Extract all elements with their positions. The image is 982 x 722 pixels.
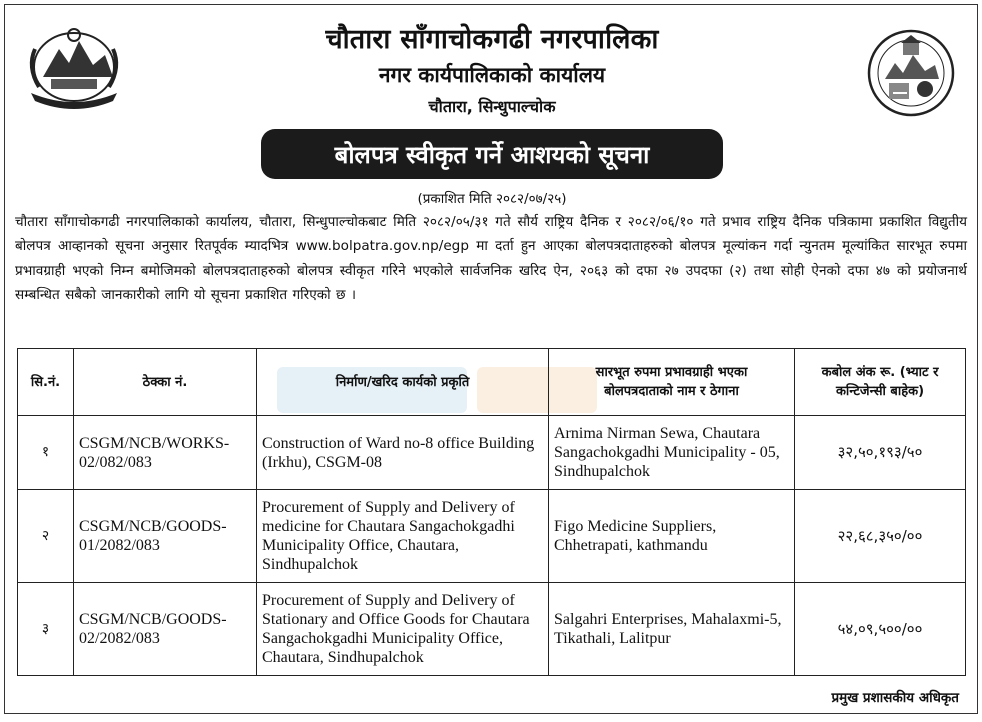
row-contract-no: CSGM/NCB/GOODS-01/2082/083 bbox=[74, 490, 257, 583]
header-bidder-line2: बोलपत्रदाताको नाम र ठेगाना bbox=[604, 384, 739, 399]
signatory-title: प्रमुख प्रशासकीय अधिकृत bbox=[831, 690, 959, 706]
header-amount bbox=[795, 349, 966, 416]
row-contract-no: CSGM/NCB/WORKS-02/082/083 bbox=[74, 416, 257, 490]
notice-heading: बोलपत्र स्वीकृत गर्ने आशयको सूचना bbox=[261, 129, 723, 179]
notice-page bbox=[4, 4, 978, 714]
row-amount: २२,६८,३५०/०० bbox=[795, 490, 966, 583]
row-bidder: Figo Medicine Suppliers, Chhetrapati, kathmandu bbox=[549, 490, 795, 583]
office-subtitle: नगर कार्यपालिकाको कार्यालय bbox=[378, 63, 606, 87]
row-amount: ३२,५०,१९३/५० bbox=[795, 416, 966, 490]
header-bidder bbox=[549, 349, 795, 416]
header-bidder-line1: सारभूत रुपमा प्रभावग्राही भएका bbox=[595, 365, 748, 380]
row-sn: १ bbox=[18, 416, 74, 490]
award-table bbox=[17, 348, 966, 676]
row-bidder: Salgahri Enterprises, Mahalaxmi-5, Tikathali, Lalitpur bbox=[549, 583, 795, 676]
table-row bbox=[18, 583, 966, 676]
row-work: Procurement of Supply and Delivery of medicine for Chautara Sangachokgadhi Municipality Office, Chautara, Sindhupalchok bbox=[257, 490, 549, 583]
table-row bbox=[18, 490, 966, 583]
header-contract-no: ठेक्का नं. bbox=[74, 349, 257, 416]
table-row bbox=[18, 416, 966, 490]
row-amount: ५४,०९,५००/०० bbox=[795, 583, 966, 676]
row-bidder: Arnima Nirman Sewa, Chautara Sangachokgadhi Municipality - 05, Sindhupalchok bbox=[549, 416, 795, 490]
row-sn: २ bbox=[18, 490, 74, 583]
row-work: Procurement of Supply and Delivery of Stationary and Office Goods for Chautara Sangachokgadhi Municipality Office, Chautara, Sindhupalchok bbox=[257, 583, 549, 676]
table-header-row bbox=[18, 349, 966, 416]
header-work-nature: निर्माण/खरिद कार्यको प्रकृति bbox=[257, 349, 549, 416]
header-sn: सि.नं. bbox=[18, 349, 74, 416]
row-work: Construction of Ward no-8 office Building (Irkhu), CSGM-08 bbox=[257, 416, 549, 490]
header-amount-line1: कबोल अंक रू. (भ्याट र bbox=[821, 365, 939, 380]
published-date: (प्रकाशित मिति २०८२/०७/२५) bbox=[417, 191, 567, 207]
notice-body: चौतारा साँगाचोकगढी नगरपालिकाको कार्यालय, चौतारा, सिन्धुपाल्चोकबाट मिति २०८२/०५/३१ गते सौर्य राष्ट्रिय दैनिक र २०८२/०६/१० गते प्रभाव राष्ट्रिय दैनिक पत्रिकामा प्रकाशित विद्युतीय बोलपत्र आव्हानको सूचना अनुसार रितपूर्वक म्यादभित्र www.bolpatra.gov.np/egp मा दर्ता हुन आएका बोलपत्रदाताहरुको बोलपत्र मूल्यांकन गर्दा न्युनतम मूल्यांकित सारभूत रुपमा प्रभावग्राही भएको निम्न बमोजिमको बोलपत्रदाताहरुको बोलपत्र स्वीकृत गरिने भएकोले सार्वजनिक खरिद ऐन, २०६३ को दफा २७ उपदफा (२) तथा सोही ऐनको दफा ४७ को प्रयोजनार्थ सम्बन्धित सबैको जानकारीको लागि यो सूचना प्रकाशित गरिएको छ । bbox=[15, 214, 967, 303]
row-contract-no: CSGM/NCB/GOODS-02/2082/083 bbox=[74, 583, 257, 676]
municipality-title: चौतारा साँगाचोकगढी नगरपालिका bbox=[325, 24, 659, 55]
office-location: चौतारा, सिन्धुपाल्चोक bbox=[428, 97, 556, 116]
row-sn: ३ bbox=[18, 583, 74, 676]
header-amount-line2: कन्टिजेन्सी बाहेक) bbox=[835, 384, 925, 399]
